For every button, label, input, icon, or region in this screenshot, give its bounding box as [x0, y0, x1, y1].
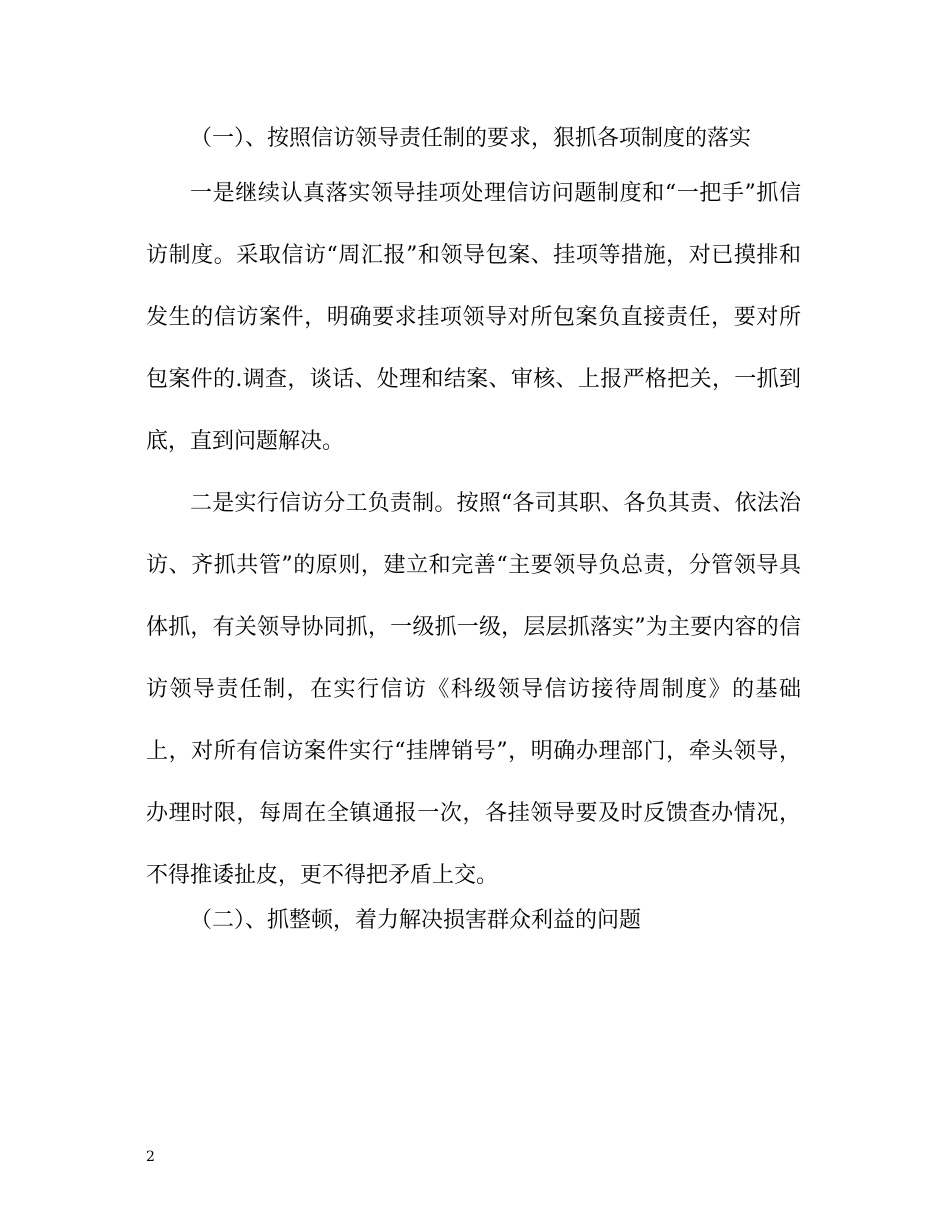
page-number: 2	[146, 1149, 155, 1165]
paragraph-2: 二是实行信访分工负责制。按照“各司其职、各负其责、依法治访、齐抓共管”的原则，建立和完善“主要领导负总责，分管领导具体抓，有关领导协同抓，一级抓一级，层层抓落实”为主要内容的信访领导责任制，在实行信访《科级领导信访接待周制度》的基础上，对所有信访案件实行“挂牌销号”，明确办理部门，牵头领导，办理时限，每周在全镇通报一次，各挂领导要及时反馈查办情况，不得推诿扯皮，更不得把矛盾上交。	[146, 491, 801, 888]
section-heading-1: （一）、按照信访领导责任制的要求，狠抓各项制度的落实	[190, 126, 752, 151]
paragraph-1: 一是继续认真落实领导挂项处理信访问题制度和“一把手”抓信访制度。采取信访“周汇报”和领导包案、挂项等措施，对已摸排和发生的信访案件，明确要求挂项领导对所包案负直接责任，要对所包案件的.调查，谈话、处理和结案、审核、上报严格把关，一抓到底，直到问题解决。	[146, 181, 801, 454]
section-heading-2: （二）、抓整顿，着力解决损害群众利益的问题	[190, 908, 642, 933]
document-body	[146, 125, 801, 945]
